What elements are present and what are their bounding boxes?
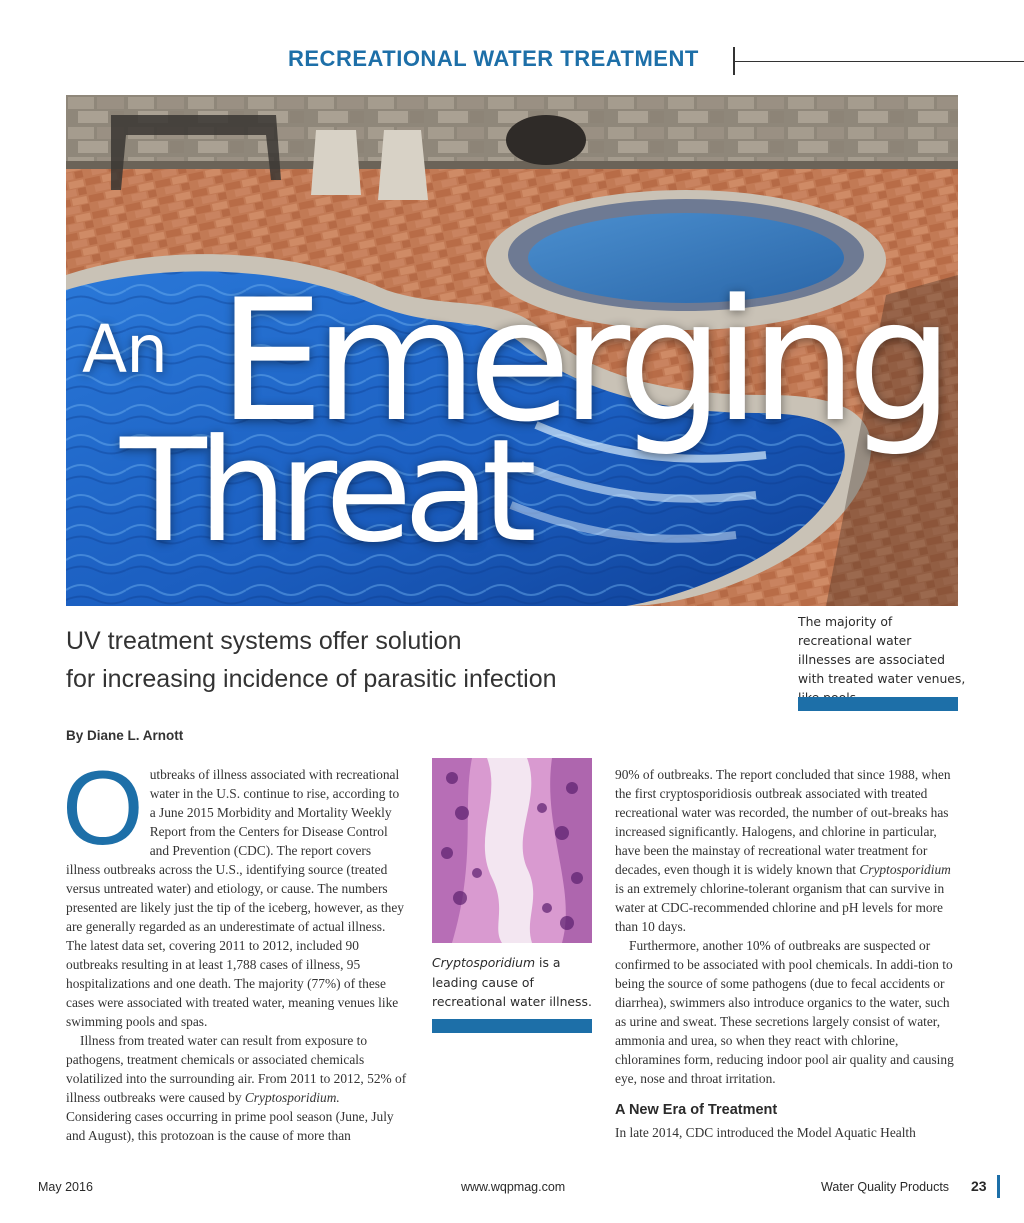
paragraph-3-text-a: 90% of outbreaks. The report concluded that since 1988, when the first cryptosporidiosis outbreak associated with treated recreational water was recorded, the number of out-breaks has increased significantly. Halogens, and chlorine in particular, have been the mainstay of recreational water treatment for decades, even though it is widely known that bbox=[615, 767, 951, 877]
section-subhead: A New Era of Treatment bbox=[615, 1102, 778, 1118]
drop-cap: O bbox=[62, 750, 144, 867]
paragraph-1-text: utbreaks of illness associated with recreational water in the U.S. continue to rise, according to a June 2015 Morbidity and Mortality Weekly Report from the Centers for Disease Control and Prevention (CDC). The report covers illness outbreaks across the U.S., identifying source (treated versus untreated water) and etiology, or cause. The numbers presented are likely just the tip of the iceberg, however, as they are generally regarded as an underestimate of actual illness. The latest data set, covering 2011 to 2012, included 90 outbreaks resulting in at least 1,788 cases of illness, 95 hospitalizations and one death. The majority (77%) of these cases were associated with treated water, meaning venues like swimming pools and spas. bbox=[66, 767, 404, 1029]
hero-title-threat: Threat bbox=[120, 409, 529, 574]
hero-title-an: An bbox=[82, 311, 167, 388]
footer-url[interactable]: www.wqpmag.com bbox=[461, 1180, 566, 1194]
paragraph-2-italic: Cryptosporidium. bbox=[244, 1090, 340, 1105]
micrograph-image bbox=[432, 758, 592, 943]
paragraph-3 bbox=[615, 765, 957, 936]
caption-text: is a leading cause of recreational water illness. bbox=[432, 955, 592, 1009]
paragraph-5: In late 2014, CDC introduced the Model Aquatic Health bbox=[615, 1125, 916, 1140]
paragraph-2-text-b: Considering cases occurring in prime pool season (June, July and August), this protozoan is the cause of more than bbox=[66, 1109, 394, 1143]
caption-accent-bar-2 bbox=[432, 1019, 592, 1033]
page-number: 23 bbox=[971, 1178, 987, 1194]
paragraph-4: Furthermore, another 10% of outbreaks are suspected or confirmed to be associated with pool chemicals. In addi-tion to being the source of some pathogens (due to fecal accidents or diarrhea), swimmers also introduce organics to the water, such as urine and sweat. These secretions largely consist of water, ammonia and urea, so when they react with chlorine, chloramines form, reducing indoor pool air quality and causing eye, nose and throat irritation. bbox=[615, 938, 954, 1086]
body-column-1 bbox=[62, 750, 408, 1145]
caption-italic: Cryptosporidium bbox=[432, 955, 536, 970]
micrograph-caption bbox=[432, 953, 602, 1012]
footer-accent-bar bbox=[997, 1175, 1000, 1198]
micrograph-illustration bbox=[432, 758, 592, 943]
body-column-3 bbox=[615, 765, 957, 1142]
section-title: RECREATIONAL WATER TREATMENT bbox=[288, 46, 699, 71]
deck-line-1: UV treatment systems offer solution bbox=[66, 627, 462, 655]
byline: By Diane L. Arnott bbox=[66, 728, 184, 743]
header-rule bbox=[735, 61, 1024, 62]
deck-line-2: for increasing incidence of parasitic infection bbox=[66, 665, 557, 693]
paragraph-2 bbox=[66, 1031, 408, 1145]
footer-publication: Water Quality Products bbox=[821, 1180, 950, 1194]
caption-accent-bar bbox=[798, 697, 958, 711]
photo-caption: The majority of recreational water illnesses are associated with treated water venues, bbox=[798, 614, 966, 686]
article-deck bbox=[66, 622, 766, 698]
hero-photo bbox=[66, 95, 958, 606]
footer-date: May 2016 bbox=[38, 1180, 93, 1194]
paragraph-3-text-b: is an extremely chlorine-tolerant organism that can survive in water at CDC-recommended chlorine and pH levels for more than 10 days. bbox=[615, 881, 945, 934]
paragraph-3-italic: Cryptosporidium bbox=[859, 862, 951, 877]
paragraph-1 bbox=[62, 750, 408, 1031]
paragraph-2-text-a: Illness from treated water can result from exposure to pathogens, treatment chemicals or associated chemicals volatilized into the surrounding air. From 2011 to 2012, 52% of illness outbreaks were caused by bbox=[66, 1033, 407, 1105]
hero-title-emerging: Emerging bbox=[218, 263, 944, 459]
